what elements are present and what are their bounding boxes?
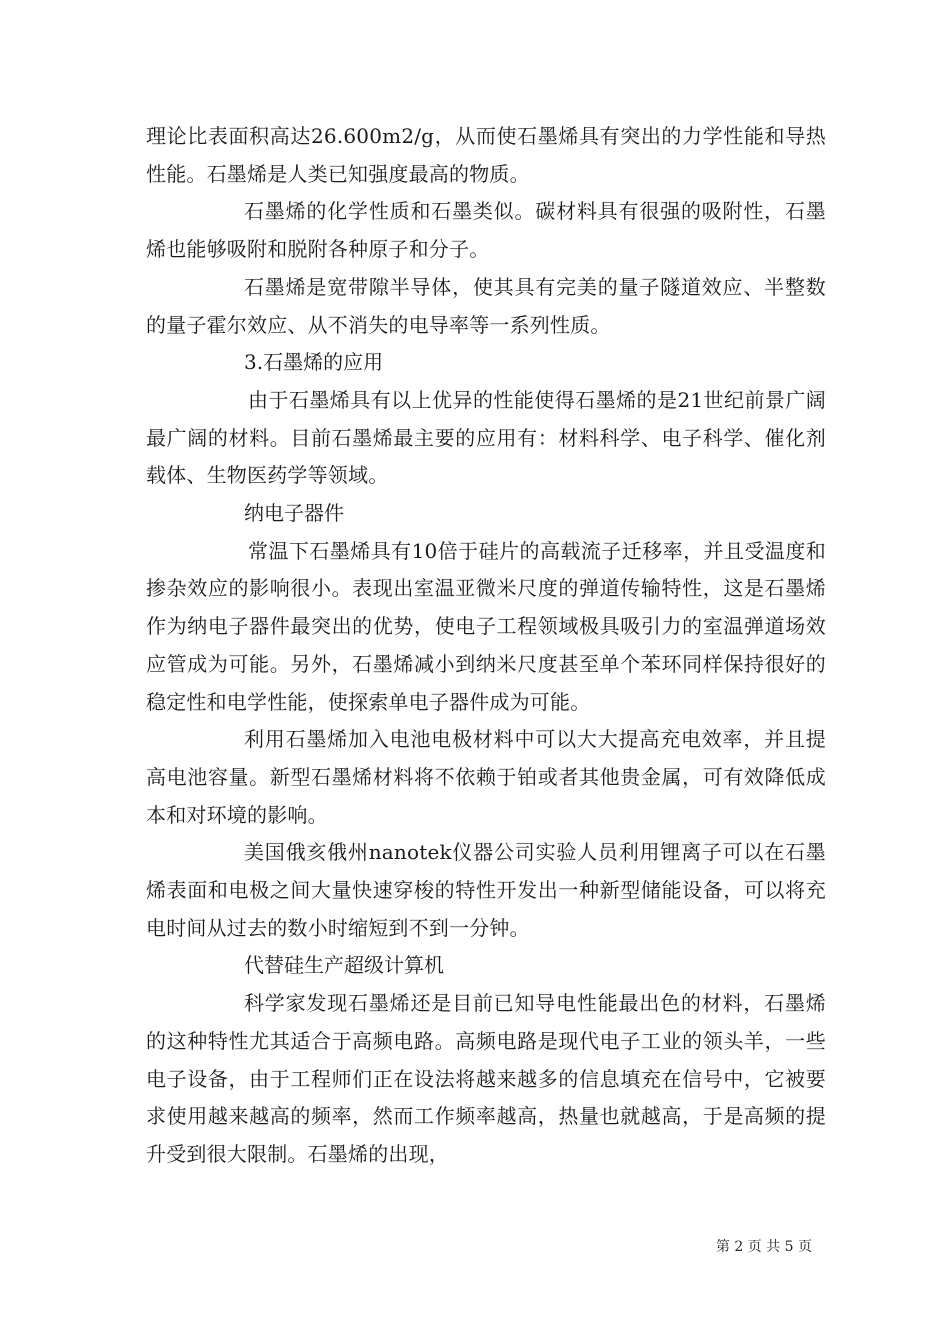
paragraph-semiconductor: 石墨烯是宽带隙半导体，使其具有完美的量子隧道效应、半整数的量子霍尔效应、从不消失的电导率等一系列性质。 <box>146 274 826 337</box>
paragraph-battery: 利用石墨烯加入电池电极材料中可以大大提高充电效率，并且提高电池容量。新型石墨烯材料将不依赖于铂或者其他贵金属，可有效降低成本和对环境的影响。 <box>146 727 826 827</box>
paragraph-high-frequency: 科学家发现石墨烯还是目前已知导电性能最出色的材料，石墨烯的这种特性尤其适合于高频电路。高频电路是现代电子工业的领头羊，一些电子设备，由于工程师们正在设法将越来越多的信息填充在信号中，它被要求使用越来越高的频率，然而工作频率越高，热量也就越高，于是高频的提升受到很大限制。石墨烯的出现， <box>146 991 826 1166</box>
paragraph-chemical-properties: 石墨烯的化学性质和石墨类似。碳材料具有很强的吸附性，石墨烯也能够吸附和脱附各种原子和分子。 <box>146 199 826 262</box>
paragraph-nano-electronics: 常温下石墨烯具有10倍于硅片的高载流子迁移率，并且受温度和掺杂效应的影响很小。表现出室温亚微米尺度的弹道传输特性，这是石墨烯作为纳电子器件最突出的优势，使电子工程领域极具吸引力的室温弹道场效应管成为可能。另外，石墨烯减小到纳米尺度甚至单个苯环同样保持很好的稳定性和电学性能，使探索单电子器件成为可能。 <box>146 538 826 714</box>
subheading-supercomputer: 代替硅生产超级计算机 <box>244 953 444 978</box>
paragraph-nanotek: 美国俄亥俄州nanotek仪器公司实验人员利用锂离子可以在石墨烯表面和电极之间大量快速穿梭的特性开发出一种新型储能设备，可以将充电时间从过去的数小时缩短到不到一分钟。 <box>146 840 826 940</box>
subheading-nano-electronics: 纳电子器件 <box>244 501 344 526</box>
paragraph-surface-area: 理论比表面积高达26.600m2/g，从而使石墨烯具有突出的力学性能和导热性能。石墨烯是人类已知强度最高的物质。 <box>146 124 826 186</box>
section-heading-applications: 3.石墨烯的应用 <box>244 350 384 375</box>
paragraph-applications-intro: 由于石墨烯具有以上优异的性能使得石墨烯的是21世纪前景广阔最广阔的材料。目前石墨烯最主要的应用有：材料科学、电子科学、催化剂载体、生物医药学等领域。 <box>146 387 826 488</box>
page-number: 第 2 页 共 5 页 <box>715 1239 812 1255</box>
document-body <box>146 118 826 1174</box>
